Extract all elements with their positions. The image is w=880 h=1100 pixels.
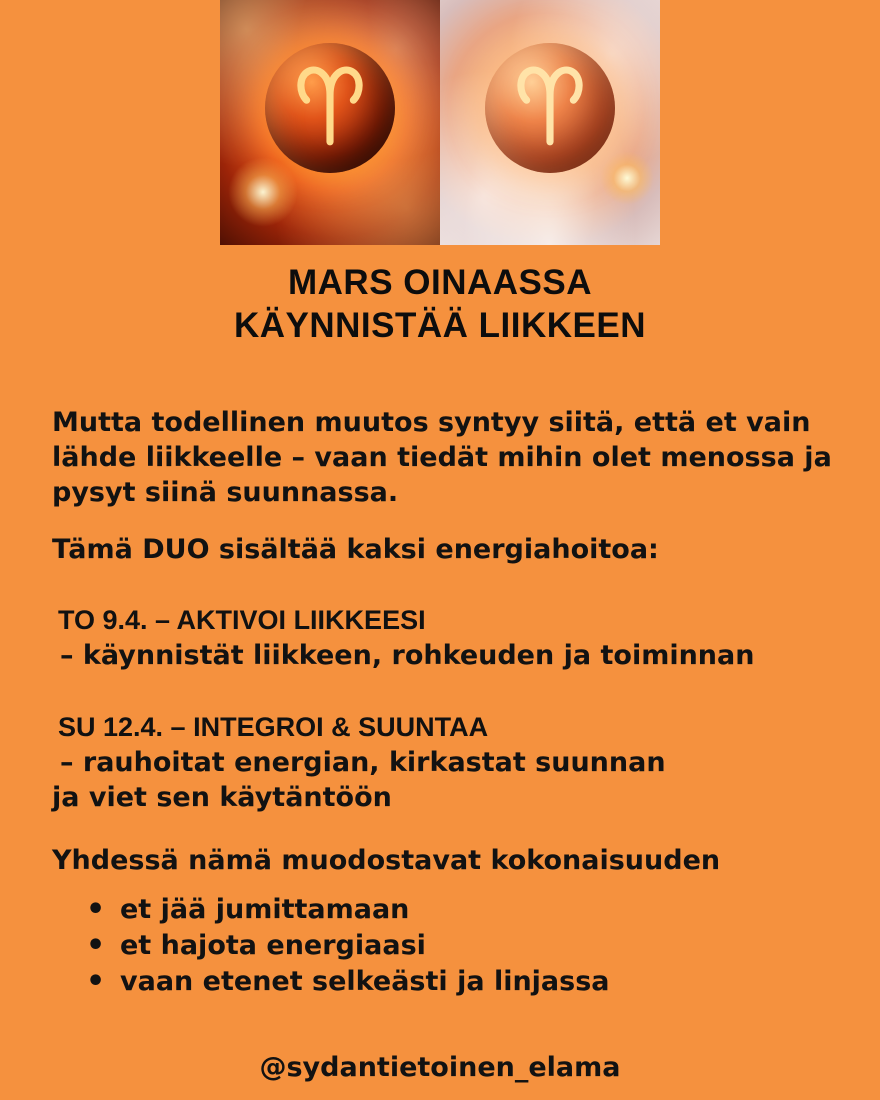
session-block-2 <box>52 710 842 815</box>
list-item: • et jää jumittamaan <box>86 892 842 928</box>
banner-image-left <box>220 0 440 245</box>
title-line-1: MARS OINAASSA <box>287 263 593 302</box>
session-block-1 <box>52 603 842 673</box>
benefits-list <box>52 892 842 1001</box>
spacer <box>52 680 842 710</box>
session-2-description-continued: ja viet sen käytäntöön <box>52 781 392 813</box>
social-handle[interactable]: @sydantietoinen_elama <box>259 1052 621 1083</box>
banner-image-right <box>440 0 660 245</box>
session-1-description: – käynnistät liikkeen, rohkeuden ja toiminnan <box>60 640 755 672</box>
session-1-heading: TO 9.4. – AKTIVOI LIIKKEESI <box>58 605 426 636</box>
header-image-banner <box>220 0 660 245</box>
session-2-description: – rauhoitat energian, kirkastat suunnan <box>60 746 666 778</box>
duo-paragraph: Tämä DUO sisältää kaksi energiahoitoa: <box>52 534 659 566</box>
title-line-2: KÄYNNISTÄÄ LIIKKEEN <box>233 305 647 345</box>
spacer <box>52 581 842 603</box>
page-title <box>0 262 880 347</box>
list-item: • et hajota energiaasi <box>86 928 842 964</box>
planet-right <box>485 43 615 173</box>
intro-paragraph: Mutta todellinen muutos syntyy siitä, että et vain lähde liikkeelle – vaan tiedät mihin olet menossa ja pysyt siinä suunnassa. <box>52 407 832 509</box>
planet-left <box>265 43 395 173</box>
aries-glyph-icon <box>485 43 615 173</box>
session-2-heading: SU 12.4. – INTEGROI & SUUNTAA <box>58 711 489 742</box>
body-content <box>52 405 842 1000</box>
spacer <box>52 821 842 843</box>
aries-glyph-icon <box>265 43 395 173</box>
summary-heading: Yhdessä nämä muodostavat kokonaisuuden <box>52 844 721 876</box>
list-item: • vaan etenet selkeästi ja linjassa <box>86 964 842 1000</box>
